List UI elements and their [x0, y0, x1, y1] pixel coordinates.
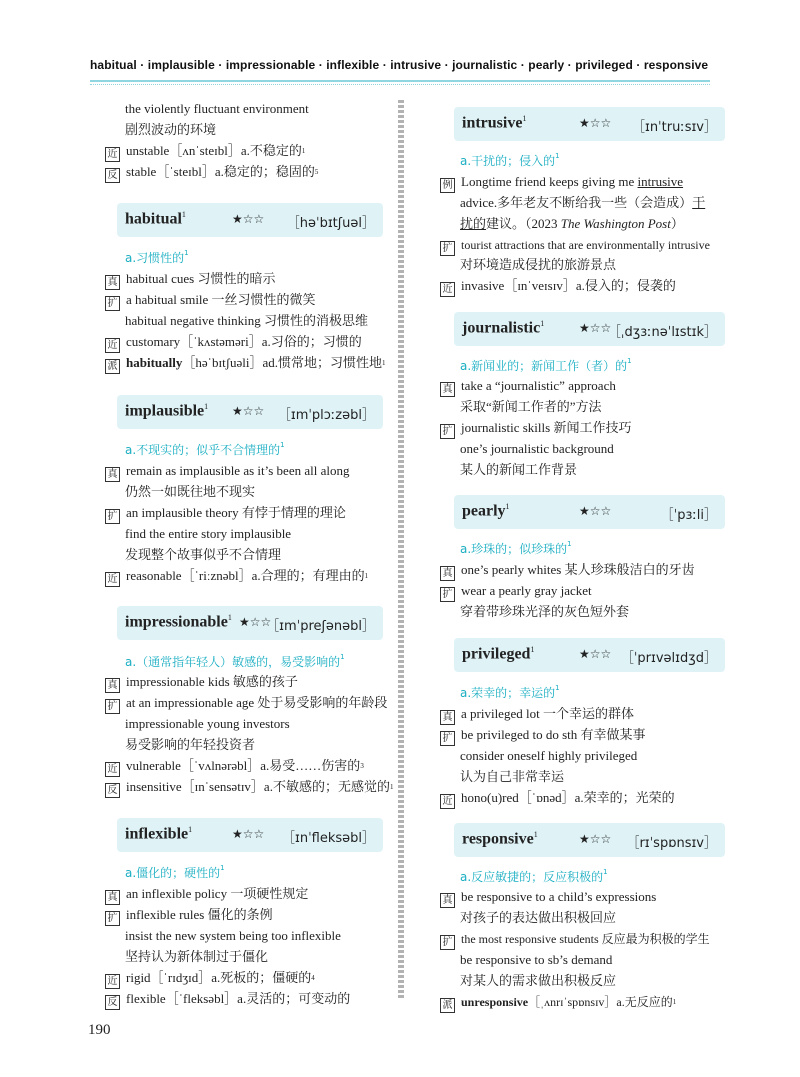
sense-definition: a.干扰的；侵入的$^1$	[460, 152, 560, 168]
headword-box-inflexible: inflexible$^1$ ★☆☆ ［ɪnˈfleksəbl］	[117, 818, 383, 852]
sense-definition: a.反应敏捷的；反应积极的$^1$	[460, 868, 608, 884]
running-header: habitual · implausible · impressionable · inflexible · intrusive · journalistic · pearly · privileged · responsive	[90, 58, 709, 72]
entry-line: 扩 a habitual smile 一丝习惯性的微笑	[105, 292, 316, 311]
page-number: 190	[88, 1022, 111, 1038]
headword-box-responsive: responsive$^1$ ★☆☆ ［rɪˈspɒnsɪv］	[454, 823, 725, 857]
entry-line: 反 stable［ˈsteɪbl］a.稳定的；稳固的$^5$	[105, 164, 318, 183]
sense-definition: a.新闻业的；新闻工作（者）的$^1$	[460, 357, 632, 373]
sense-definition: a.不现实的；似乎不合情理的$^1$	[125, 441, 285, 457]
entry-line: 真 habitual cues 习惯性的暗示	[105, 271, 275, 290]
headword-box-intrusive: intrusive$^1$ ★☆☆ ［ɪnˈtruːsɪv］	[454, 107, 725, 141]
tag-antonym: 反	[105, 168, 120, 183]
difficulty-stars: ★☆☆	[232, 212, 265, 226]
sense-definition: a.荣幸的；幸运的$^1$	[460, 684, 560, 700]
text-line: habitual negative thinking 习惯性的消极思维	[125, 313, 368, 328]
text-line: the violently fluctuant environment	[125, 101, 309, 116]
headword-box-impressionable: impressionable$^1$ ★☆☆ ［ɪmˈpreʃənəbl］	[117, 606, 383, 640]
entry-line: 近 unstable［ʌnˈsteɪbl］a.不稳定的$^1$	[105, 143, 305, 162]
sense-definition: a.习惯性的$^1$	[125, 249, 189, 265]
headword-box-implausible: implausible$^1$ ★☆☆ ［ɪmˈplɔːzəbl］	[117, 395, 383, 429]
pronunciation: ［həˈbɪtʃuəl］	[286, 216, 375, 231]
sense-definition: a.（通常指年轻人）敏感的，易受影响的$^1$	[125, 653, 345, 669]
headword-box-journalistic: journalistic$^1$ ★☆☆ ［ˌdʒɜːnəˈlɪstɪk］	[454, 312, 725, 346]
column-divider	[398, 100, 404, 1000]
header-rule	[90, 80, 710, 82]
sense-definition: a.珍珠的；似珍珠的$^1$	[460, 540, 572, 556]
header-rule-dotted	[90, 84, 710, 85]
text-line: 剧烈波动的环境	[125, 122, 217, 137]
entry-line: 近 customary［ˈkʌstəməri］a.习俗的；习惯的	[105, 334, 362, 353]
headword: habitual$^1$	[125, 210, 186, 228]
entry-line: 派 habitually［həˈbɪtʃuəli］ad.惯常地；习惯性地$^1$	[105, 355, 386, 374]
headword-box-habitual	[117, 203, 383, 237]
headword-box-pearly: pearly$^1$ ★☆☆ ［ˈpɜːli］	[454, 495, 725, 529]
tag-near: 近	[105, 147, 120, 162]
sense-definition: a.僵化的；硬性的$^1$	[125, 864, 225, 880]
headword-box-privileged: privileged$^1$ ★☆☆ ［ˈprɪvəlɪdʒd］	[454, 638, 725, 672]
